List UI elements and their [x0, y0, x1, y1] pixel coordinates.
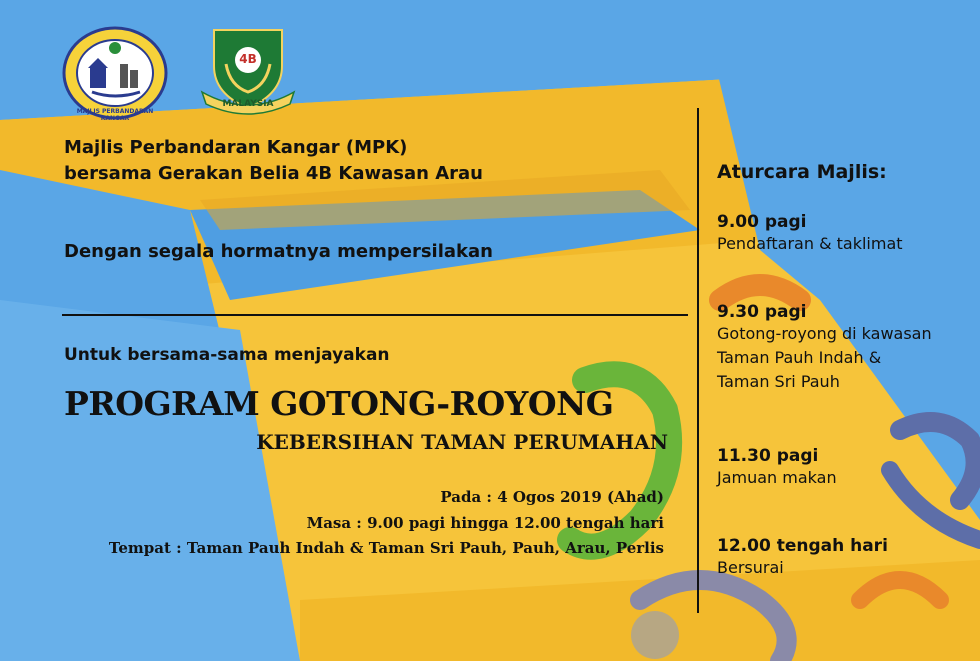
schedule-item: [717, 446, 972, 490]
gerakan-4b-logo: [200, 26, 296, 116]
horizontal-divider: [62, 314, 688, 316]
mpk-logo: [62, 26, 168, 120]
organizer-line-2: bersama Gerakan Belia 4B Kawasan Arau: [64, 163, 483, 184]
schedule-desc: Taman Pauh Indah &: [717, 348, 882, 367]
schedule-desc: Gotong-royong di kawasan: [717, 324, 932, 343]
mpk-ring-text: MAJLIS PERBANDARAN KANGAR: [76, 108, 154, 122]
4b-badge-text: 4B: [239, 52, 257, 66]
schedule-time: 11.30 pagi: [717, 446, 819, 466]
schedule-panel: [717, 158, 972, 577]
schedule-item: [717, 212, 972, 256]
event-venue: Tempat : Taman Pauh Indah & Taman Sri Pauh, Pauh, Arau, Perlis: [108, 539, 664, 557]
invite-intro: Untuk bersama-sama menjayakan: [64, 345, 390, 365]
4b-ribbon-text: MALAYSIA: [222, 99, 274, 109]
schedule-desc: Pendaftaran & taklimat: [717, 234, 903, 253]
event-time: Masa : 9.00 pagi hingga 12.00 tengah hari: [306, 514, 664, 532]
event-date: Pada : 4 Ogos 2019 (Ahad): [440, 488, 664, 506]
schedule-time: 9.30 pagi: [717, 302, 807, 322]
organizer-line-1: Majlis Perbandaran Kangar (MPK): [64, 137, 408, 158]
vertical-divider: [697, 108, 699, 613]
schedule-item: [717, 302, 972, 394]
program-subtitle: KEBERSIHAN TAMAN PERUMAHAN: [256, 430, 668, 454]
schedule-desc: Jamuan makan: [717, 468, 837, 487]
schedule-desc: Taman Sri Pauh: [717, 372, 840, 391]
schedule-heading: Aturcara Majlis:: [717, 161, 887, 183]
schedule-desc: Bersurai: [717, 558, 784, 577]
schedule-time: 12.00 tengah hari: [717, 536, 888, 556]
mpk-crest-icon: [62, 26, 168, 120]
schedule-item: [717, 536, 972, 580]
program-title: PROGRAM GOTONG-ROYONG: [64, 384, 614, 423]
schedule-time: 9.00 pagi: [717, 212, 807, 232]
greeting-line: Dengan segala hormatnya mempersilakan: [64, 241, 493, 262]
